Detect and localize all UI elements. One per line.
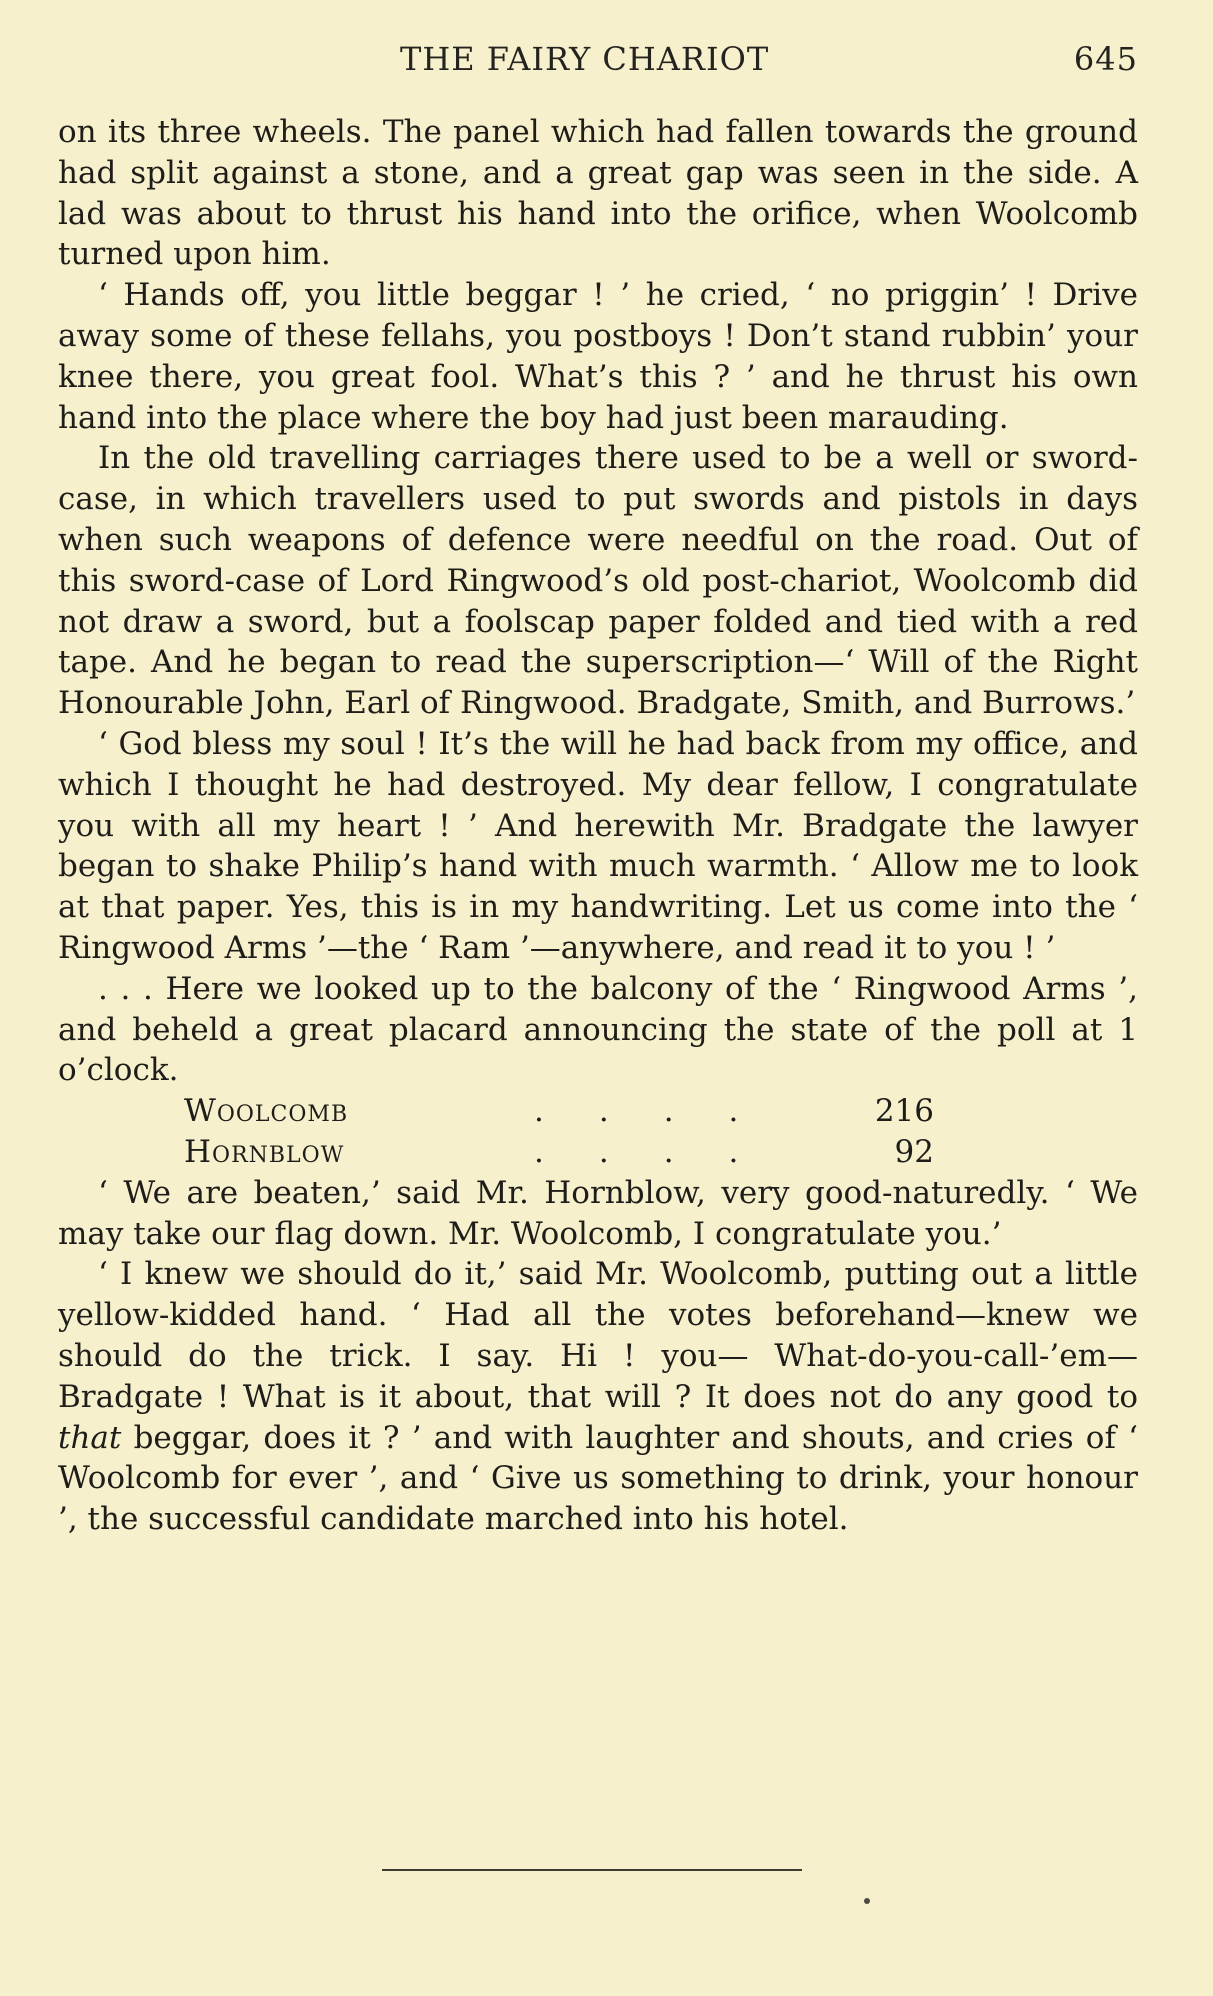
dot-leader: .... [534,1133,794,1170]
paragraph-5: . . . Here we looked up to the balcony of the ‘ Ringwood Arms ’, and beheld a great placard announcing the state of the poll at 1 o’clock. [58,970,1138,1089]
paragraph-7-end: beggar, does it ? ’ and with laughter and shouts, and cries of ‘ Woolcomb for ever ’, and ‘ Give us something to drink, your honour ’, the successful candidate marched into his hotel. [58,1419,1138,1538]
emphasis-that: that [58,1419,122,1456]
paragraph-3: In the old travelling carriages there used to be a well or sword-case, in which travellers used to put swords and pistols in days when such weapons of defence were needful on the road. Out of this sword-case of Lord Ringwood’s old post-chariot, Woolcomb did not draw a sword, but a foolscap paper folded and tied with a red tape. And he began to read the superscription—‘ Will of the Right Honourable John, Earl of Ringwood. Bradgate, Smith, and Burrows.’ [58,440,1138,722]
paragraph-6: ‘ We are beaten,’ said Mr. Hornblow, very good-naturedly. ‘ We may take our flag down. Mr. Woolcomb, I congratulate you.’ [58,1174,1138,1252]
paragraph-7 [58,1254,1138,1540]
body-text [58,112,1138,1540]
candidate-name: Hornblow [184,1133,345,1170]
page-number: 645 [1073,40,1138,78]
vote-count: 92 [894,1133,934,1170]
running-head [58,40,1138,86]
poll-results [58,1091,1138,1173]
paragraph-1: on its three wheels. The panel which had fallen towards the ground had split against a stone, and a great gap was seen in the side. A lad was about to thrust his hand into the orifice, when Woolcomb turned upon him. [58,114,1138,273]
poll-row-hornblow [184,1132,1004,1173]
poll-row-woolcomb [184,1091,1004,1132]
end-rule [382,1869,802,1871]
candidate-name: Woolcomb [184,1093,349,1130]
paragraph-4: ‘ God bless my soul ! It’s the will he had back from my office, and which I thought he had destroyed. My dear fellow, I congratulate you with all my heart ! ’ And herewith Mr. Bradgate the lawyer began to shake Philip’s hand with much warmth. ‘ Allow me to look at that paper. Yes, this is in my handwriting. Let us come into the ‘ Ringwood Arms ’—the ‘ Ram ’—anywhere, and read it to you ! ’ [58,725,1138,966]
paragraph-2: ‘ Hands off, you little beggar ! ’ he cried, ‘ no priggin’ ! Drive away some of these fellahs, you postboys ! Don’t stand rubbin’ your knee there, you great fool. What’s this ? ’ and he thrust his own hand into the place where the boy had just been marauding. [58,277,1138,436]
chapter-title: THE FAIRY CHARIOT [400,40,770,78]
printer-dot [864,1898,870,1904]
book-page [58,40,1138,1540]
vote-count: 216 [874,1093,934,1130]
paragraph-7-start: ‘ I knew we should do it,’ said Mr. Woolcomb, putting out a little yellow-kidded hand. ‘ Had all the votes beforehand—knew we should do the trick. I say. Hi ! you— What-do-you-call-’em—Bradgate ! What is it about, that will ? It does not do any good to [58,1256,1138,1415]
dot-leader: .... [534,1093,794,1130]
